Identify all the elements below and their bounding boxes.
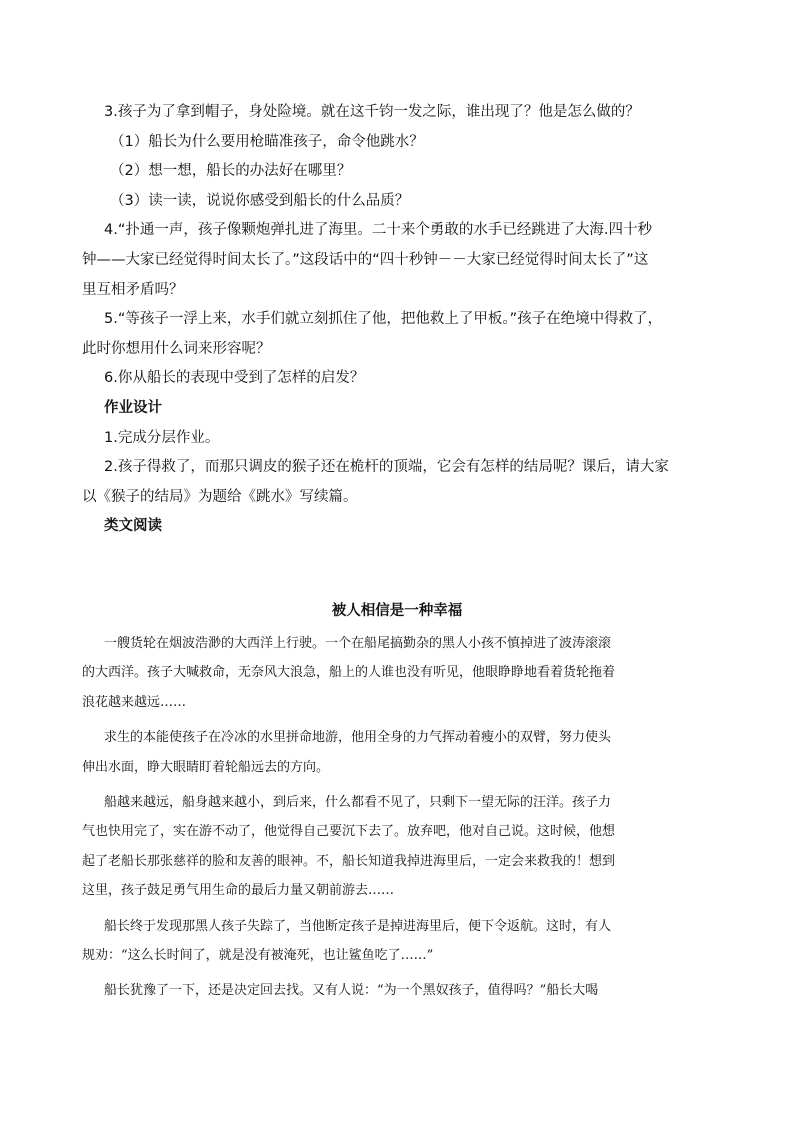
question-3-1: （1）船长为什么要用枪瞄准孩子，命令他跳水？ (110, 133, 424, 150)
homework-item-2-line-2: 以《猴子的结局》为题给《跳水》写续篇。 (82, 488, 358, 505)
homework-item-2-line-1: 2.孩子得救了，而那只调皮的猴子还在桅杆的顶端，它会有怎样的结局呢？课后，请大家 (104, 459, 669, 476)
question-4-line-2: 钟——大家已经觉得时间太长了。”这段话中的“四十秒钟－－大家已经觉得时间太长了”这 (82, 251, 649, 268)
article-p1-line-2: 的大西洋。孩子大喊救命，无奈风大浪急，船上的人谁也没有听见，他眼睁睁地看着货轮拖着 (82, 665, 616, 681)
reading-heading: 类文阅读 (104, 518, 162, 535)
article-p3-line-4: 这里，孩子鼓足勇气用生命的最后力量又朝前游去…… (82, 883, 395, 899)
article-p4-line-2: 规劝：“这么长时间了，就是没有被淹死，也让鲨鱼吃了……” (82, 948, 434, 964)
question-3: 3.孩子为了拿到帽子，身处险境。就在这千钧一发之际，谁出现了？他是怎么做的？ (104, 104, 640, 120)
article-p3-line-2: 气也快用完了，实在游不动了，他觉得自己要沉下去了。放弃吧，他对自己说。这时候，他想 (82, 824, 616, 840)
article-title: 被人相信是一种幸福 (331, 603, 463, 619)
homework-item-1: 1.完成分层作业。 (104, 429, 220, 446)
questions-section (82, 98, 714, 542)
article-p2-line-2: 伸出水面，睁大眼睛盯着轮船远去的方向。 (82, 759, 330, 775)
question-4-line-1: 4.“扑通一声，孩子像颗炮弹扎进了海里。二十来个勇敢的水手已经跳进了大海.四十秒 (104, 222, 652, 239)
article-body (82, 629, 710, 1006)
article-p3-line-1: 船越来越远，船身越来越小，到后来，什么都看不见了，只剩下一望无际的汪洋。孩子力 (104, 795, 612, 811)
question-5-line-1: 5.“等孩子一浮上来，水手们就立刻抓住了他，把他救上了甲板。”孩子在绝境中得救了， (104, 311, 663, 328)
question-3-2: （2）想一想，船长的办法好在哪里？ (110, 163, 352, 180)
article-p2-line-1: 求生的本能使孩子在冷冰的水里拼命地游，他用全身的力气挥动着瘦小的双臂，努力使头 (104, 730, 612, 746)
question-3-3: （3）读一读，说说你感受到船长的什么品质？ (110, 192, 410, 209)
article-p3-line-3: 起了老船长那张慈祥的脸和友善的眼神。不，船长知道我掉进海里后，一定会来救我的！想到 (82, 853, 616, 869)
article-p1-line-3: 浪花越来越远…… (82, 694, 187, 710)
question-4-line-3: 里互相矛盾吗？ (82, 281, 184, 298)
article-p5-line-1: 船长犹豫了一下，还是决定回去找。又有人说：“为一个黑奴孩子，值得吗？”船长大喝 (104, 983, 599, 999)
question-5-line-2: 此时你想用什么词来形容呢？ (82, 340, 271, 357)
homework-heading: 作业设计 (104, 399, 162, 416)
question-6: 6.你从船长的表现中受到了怎样的启发？ (104, 370, 365, 387)
article-p4-line-1: 船长终于发现那黑人孩子失踪了，当他断定孩子是掉进海里后，便下令返航。这时，有人 (104, 918, 612, 934)
article-p1-line-1: 一艘货轮在烟波浩渺的大西洋上行驶。一个在船尾搞勤杂的黑人小孩不慎掉进了波涛滚滚 (104, 636, 612, 651)
